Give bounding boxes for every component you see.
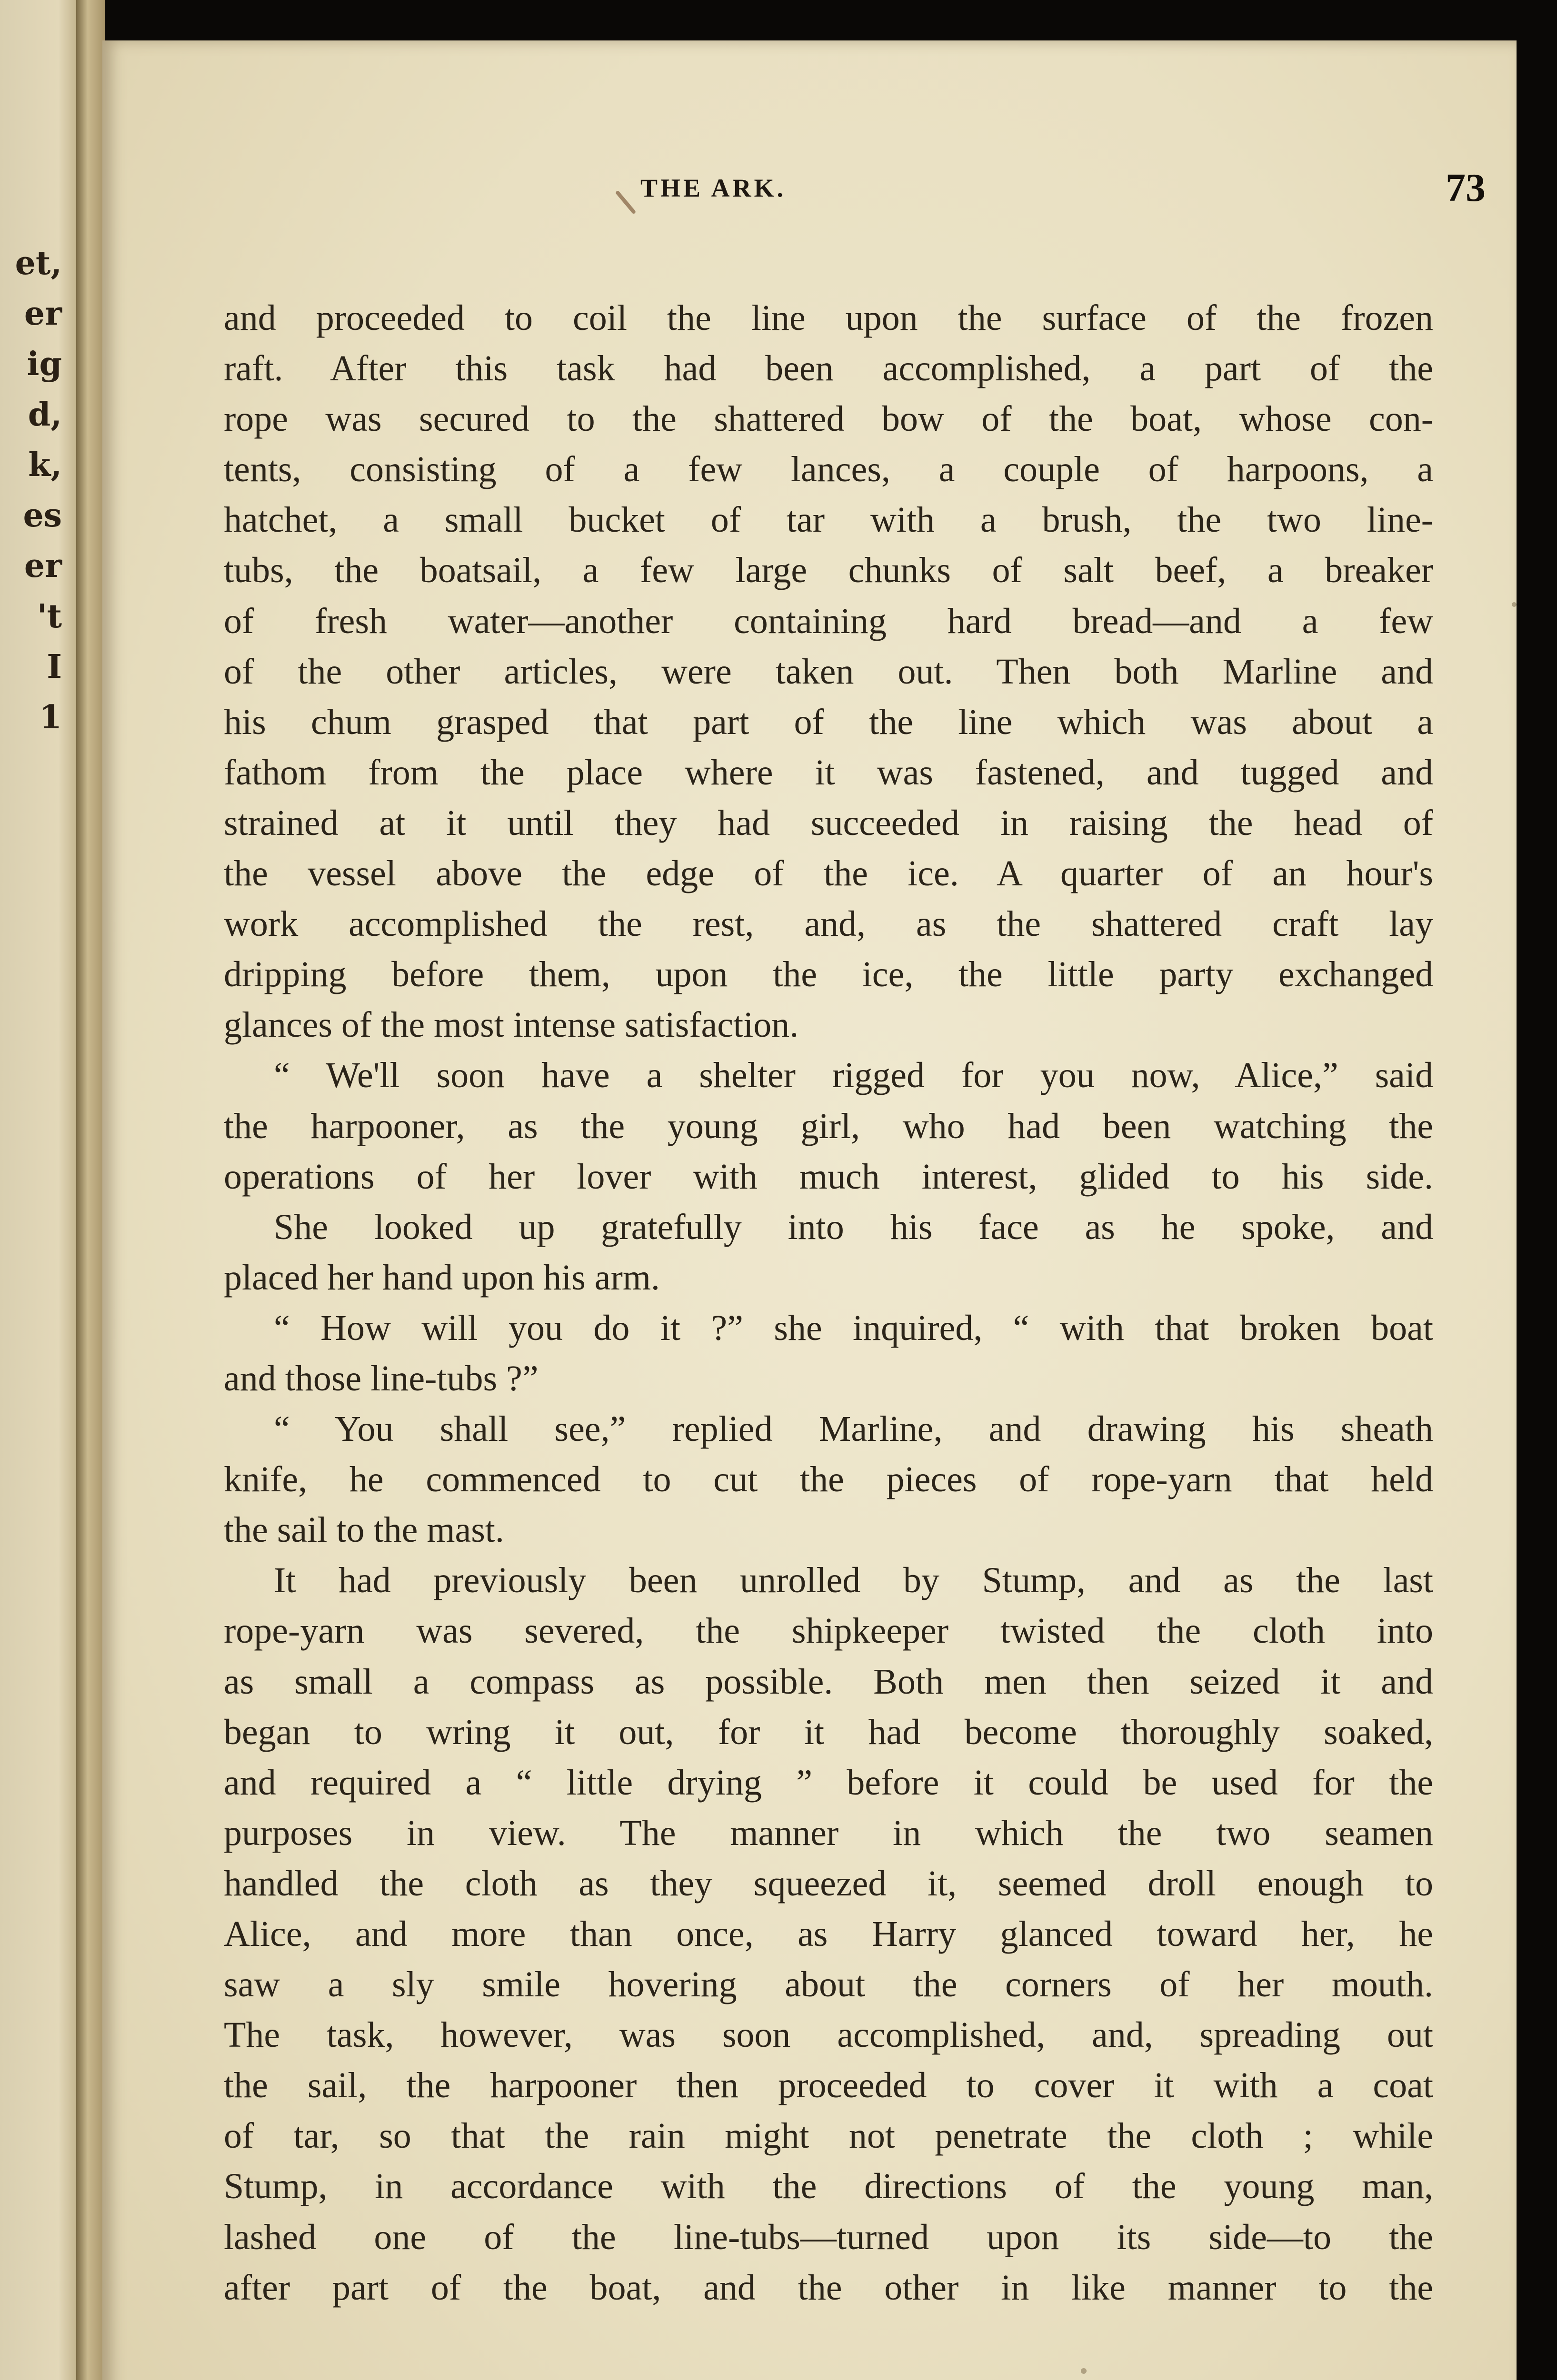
text-line: dripping before them, upon the ice, the little party exchanged — [224, 954, 1433, 995]
text-line: The task, however, was soon accomplished, and, spreading out — [224, 2015, 1433, 2055]
text-line: saw a sly smile hovering about the corners of her mouth. — [224, 1964, 1433, 2005]
left-page-fragment: et, — [15, 244, 62, 282]
text-line: tents, consisting of a few lances, a couple of harpoons, a — [224, 449, 1433, 490]
left-page-fragment: 1 — [39, 698, 62, 736]
text-line: began to wring it out, for it had become thoroughly soaked, — [224, 1712, 1433, 1752]
left-page-fragment: er — [24, 547, 62, 585]
page-number: 73 — [1446, 166, 1486, 210]
text-line: Alice, and more than once, as Harry glanced toward her, he — [224, 1914, 1433, 1954]
text-line: and proceeded to coil the line upon the surface of the frozen — [224, 298, 1433, 338]
text-line: “ How will you do it ?” she inquired, “ with that broken boat — [274, 1308, 1433, 1348]
book-page — [102, 40, 1517, 2380]
text-line: the sail, the harpooner then proceeded to cover it with a coat — [224, 2065, 1433, 2106]
text-line: rope-yarn was severed, the shipkeeper twisted the cloth into — [224, 1611, 1433, 1651]
text-line: It had previously been unrolled by Stump, and as the last — [274, 1560, 1433, 1601]
text-line: Stump, in accordance with the directions of the young man, — [224, 2166, 1433, 2207]
left-page-text-fragments — [0, 238, 62, 743]
text-line: “ We'll soon have a shelter rigged for you now, Alice,” said — [274, 1055, 1433, 1096]
text-line: placed her hand upon his arm. — [224, 1257, 660, 1298]
text-line: and required a “ little drying ” before it could be used for the — [224, 1762, 1433, 1803]
left-facing-page — [0, 0, 83, 2380]
text-line: after part of the boat, and the other in like manner to the — [224, 2267, 1433, 2308]
text-line: knife, he commenced to cut the pieces of rope-yarn that held — [224, 1459, 1433, 1500]
text-line: of tar, so that the rain might not penetrate the cloth ; while — [224, 2116, 1433, 2156]
text-line: rope was secured to the shattered bow of the boat, whose con- — [224, 399, 1433, 439]
text-line: purposes in view. The manner in which the two seamen — [224, 1813, 1433, 1853]
text-line: glances of the most intense satisfaction. — [224, 1005, 799, 1045]
left-page-fragment: er — [24, 295, 62, 333]
text-line: She looked up gratefully into his face as he spoke, and — [274, 1207, 1433, 1247]
left-page-fragment: I — [47, 648, 62, 686]
text-line: lashed one of the line-tubs—turned upon its side—to the — [224, 2217, 1433, 2257]
left-page-fragment: ig — [27, 345, 62, 383]
text-line: strained at it until they had succeeded in raising the head of — [224, 803, 1433, 843]
text-line: and those line-tubs ?” — [224, 1358, 539, 1398]
text-line: work accomplished the rest, and, as the shattered craft lay — [224, 904, 1433, 944]
left-page-fragment: es — [23, 496, 62, 535]
page-body-text — [224, 293, 1433, 2313]
paper-speck — [1512, 602, 1517, 607]
text-line: of fresh water—another containing hard bread—and a few — [224, 601, 1433, 641]
book-gutter — [76, 0, 105, 2380]
text-line: as small a compass as possible. Both men then seized it and — [224, 1661, 1433, 1702]
paper-speck — [1081, 2368, 1087, 2374]
running-head: THE ARK. — [640, 174, 787, 202]
text-line: raft. After this task had been accomplished, a part of the — [224, 348, 1433, 389]
text-line: the harpooner, as the young girl, who had been watching the — [224, 1106, 1433, 1146]
text-line: fathom from the place where it was fastened, and tugged and — [224, 752, 1433, 793]
left-page-fragment: d, — [28, 396, 62, 434]
left-page-fragment: 't — [37, 597, 62, 635]
text-line: “ You shall see,” replied Marline, and drawing his sheath — [274, 1409, 1433, 1449]
page-header — [102, 159, 1517, 217]
text-line: hatchet, a small bucket of tar with a brush, the two line- — [224, 500, 1433, 540]
text-line: handled the cloth as they squeezed it, seemed droll enough to — [224, 1863, 1433, 1904]
text-line: of the other articles, were taken out. Then both Marline and — [224, 651, 1433, 692]
text-line: the sail to the mast. — [224, 1510, 504, 1550]
text-line: tubs, the boatsail, a few large chunks of salt beef, a breaker — [224, 550, 1433, 591]
text-line: the vessel above the edge of the ice. A quarter of an hour's — [224, 853, 1433, 894]
text-line: his chum grasped that part of the line which was about a — [224, 702, 1433, 742]
left-page-fragment: k, — [28, 446, 62, 484]
text-line: operations of her lover with much interest, glided to his side. — [224, 1156, 1433, 1197]
